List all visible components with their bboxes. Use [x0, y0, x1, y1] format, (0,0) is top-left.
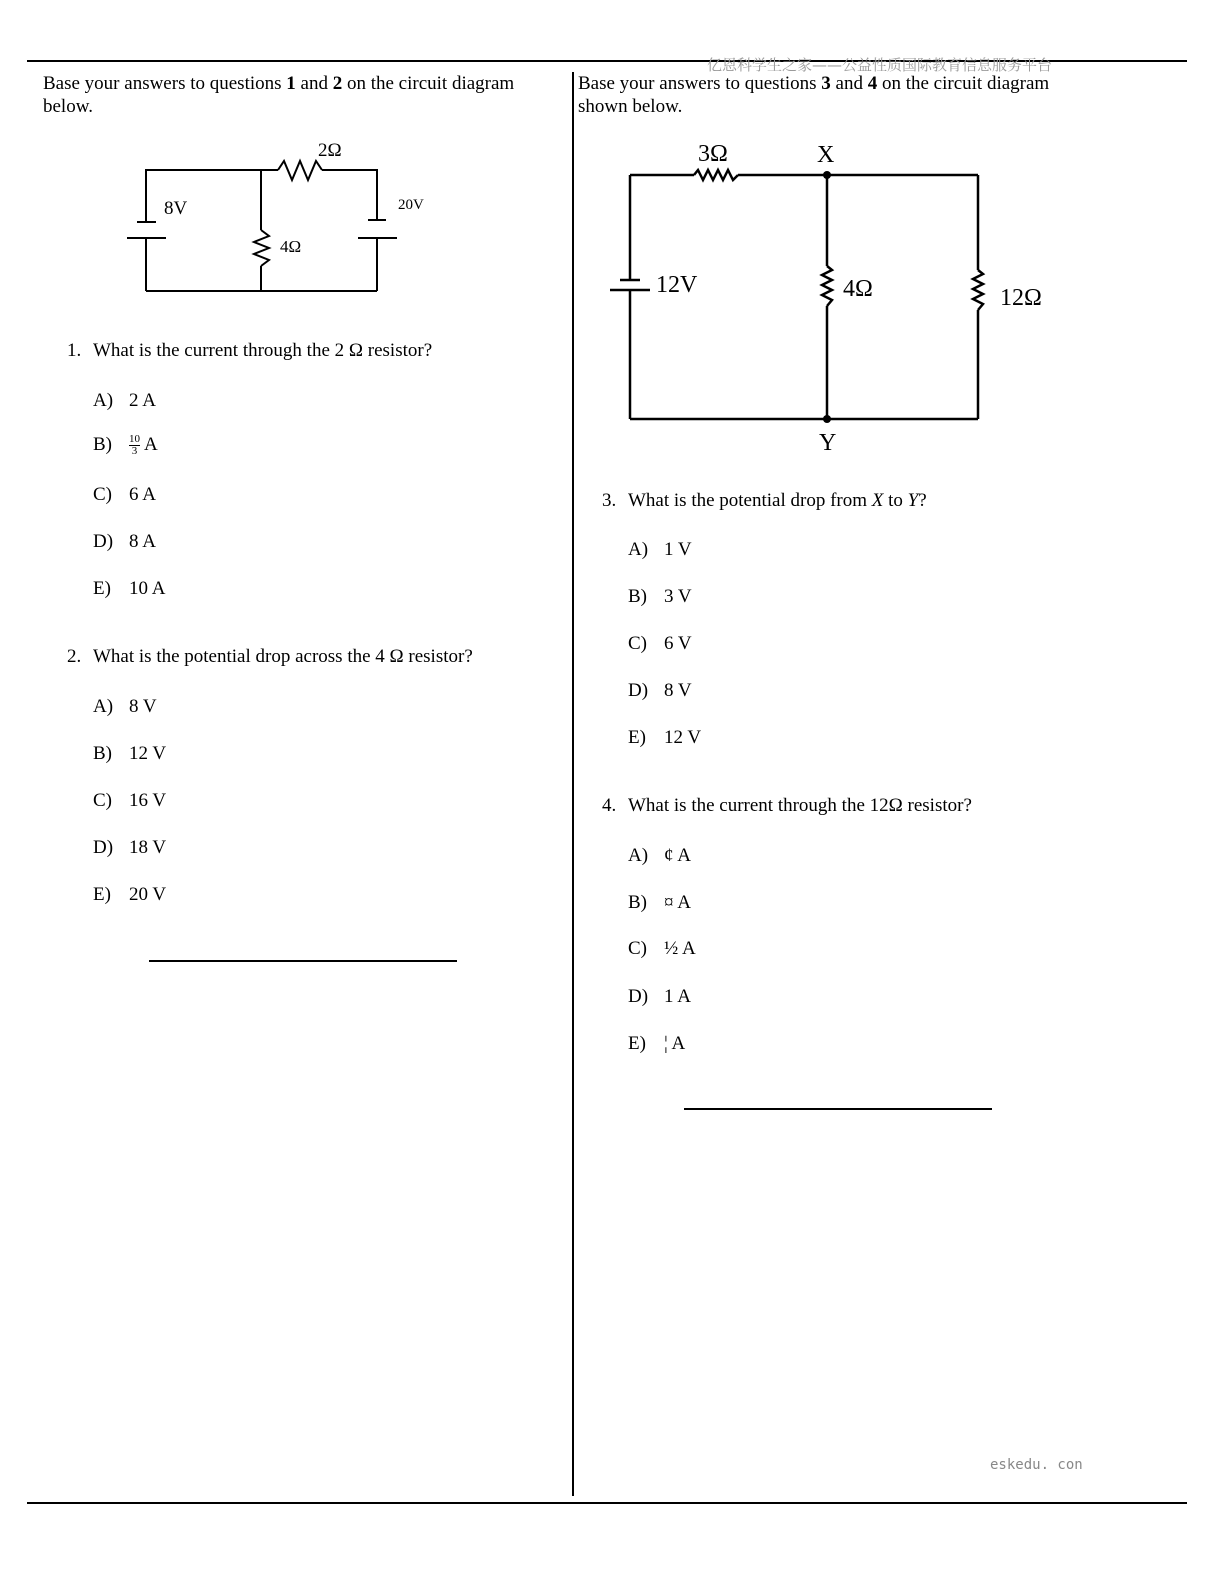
left-intro: Base your answers to questions 1 and 2 on the circuit diagram below. [43, 73, 515, 117]
question-number: 1. [67, 340, 82, 361]
label-8v: 8V [164, 198, 188, 219]
question-4 [602, 795, 972, 817]
option-2e[interactable]: E) 20 V [93, 884, 167, 905]
right-end-rule [684, 1108, 992, 1110]
wire-top [146, 170, 278, 198]
option-3a[interactable]: A) 1 V [628, 539, 692, 560]
option-4d[interactable]: D) 1 A [628, 986, 691, 1007]
question-1 [67, 340, 432, 362]
option-4a[interactable]: A) ¢ A [628, 845, 691, 866]
question-number: 3. [602, 490, 617, 511]
option-1d[interactable]: D) 8 A [93, 531, 156, 552]
option-3c[interactable]: C) 6 V [628, 633, 692, 654]
option-3b[interactable]: B) 3 V [628, 586, 692, 607]
label-4ohm: 4Ω [843, 276, 873, 302]
fraction: $\frac{10}{3}$ [129, 433, 140, 458]
node-y-dot [823, 415, 831, 423]
resistor-12ohm [973, 270, 983, 310]
option-1e[interactable]: E) 10 A [93, 578, 166, 599]
label-3ohm: 3Ω [698, 141, 728, 167]
option-1a[interactable]: A) 2 A [93, 390, 156, 411]
node-x-dot [823, 171, 831, 179]
wire-top-right [322, 170, 377, 220]
question-text: What is the current through the 2 Ω resistor? [93, 340, 433, 361]
label-4ohm: 4Ω [280, 237, 302, 256]
resistor-3ohm [694, 170, 738, 180]
resistor-2ohm [278, 161, 322, 180]
question-number: 4. [602, 795, 617, 816]
option-1b[interactable]: B) $\frac{10}{3}$ A [93, 433, 158, 458]
option-3d[interactable]: D) 8 V [628, 680, 692, 701]
label-2ohm: 2Ω [318, 140, 342, 161]
label-12ohm: 12Ω [1000, 285, 1042, 311]
footer-site: eskedu. con [990, 1457, 1083, 1473]
option-2c[interactable]: C) 16 V [93, 790, 167, 811]
bottom-rule [27, 1502, 1187, 1504]
resistor-4ohm [822, 266, 832, 306]
question-2 [67, 646, 473, 668]
resistor-4ohm [254, 230, 269, 266]
circuit-diagram-1 [0, 0, 600, 330]
option-4b[interactable]: B) ¤ A [628, 892, 691, 913]
label-20v: 20V [398, 197, 424, 213]
right-intro: Base your answers to questions 3 and 4 on the circuit diagram shown below. [578, 73, 1050, 117]
header-watermark: 亿恩科学生之家——公益性质国际教育信息服务平台 [707, 56, 1053, 74]
option-2d[interactable]: D) 18 V [93, 837, 167, 858]
option-2b[interactable]: B) 12 V [93, 743, 167, 764]
label-node-y: Y [819, 430, 837, 456]
label-12v: 12V [656, 272, 698, 298]
option-3e[interactable]: E) 12 V [628, 727, 702, 748]
question-number: 2. [67, 646, 82, 667]
option-4c[interactable]: C) ½ A [628, 938, 696, 959]
question-text: What is the potential drop across the 4 Ω resistor? [93, 646, 473, 667]
left-end-rule [149, 960, 457, 962]
circuit-diagram-2 [580, 130, 1080, 470]
question-text: What is the current through the 12Ω resistor? [628, 795, 972, 816]
question-3: 3. What is the potential drop from X to Y? [602, 490, 927, 511]
option-2a[interactable]: A) 8 V [93, 696, 157, 717]
label-node-x: X [817, 142, 835, 168]
option-1c[interactable]: C) 6 A [93, 484, 156, 505]
option-4e[interactable]: E) ¦ A [628, 1033, 686, 1054]
